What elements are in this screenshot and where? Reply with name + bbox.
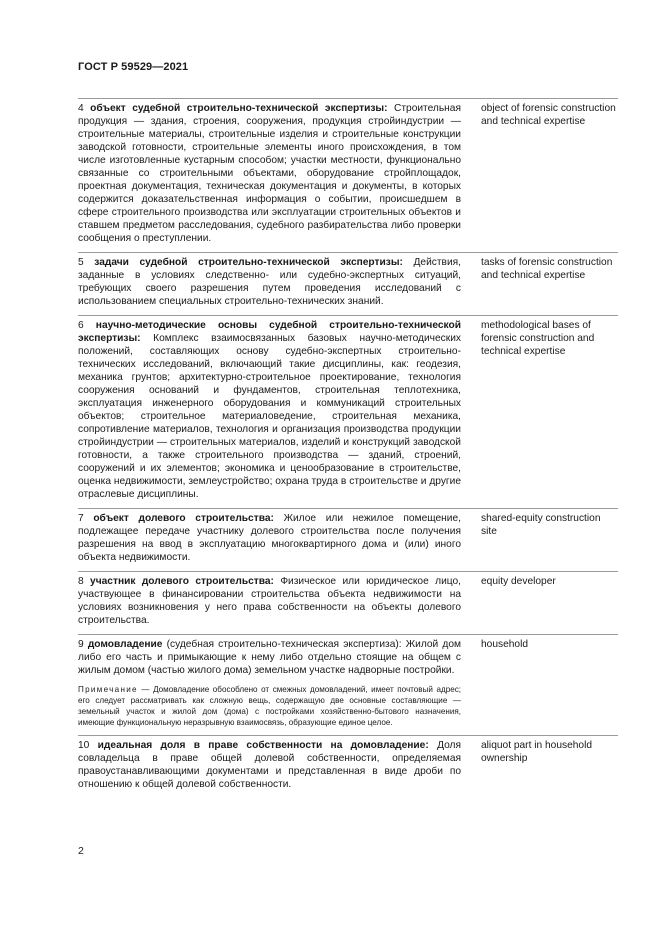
- english-equivalent: household: [481, 639, 529, 650]
- english-equivalent: aliquot part in household ownership: [481, 740, 593, 764]
- term-title: объект долевого строительства:: [93, 513, 274, 524]
- term-body: [78, 739, 461, 791]
- term-body: [78, 638, 461, 728]
- term-body: [78, 319, 461, 501]
- term-definition: Доля совладельца в праве общей долевой собственности, определяемая правоустанавливающими документами и представленная в виде дроби по отношению к общей долевой собственности.: [78, 740, 461, 790]
- term-number: 7: [78, 513, 84, 524]
- term-title: участник долевого строительства:: [90, 576, 274, 587]
- term-number: 4: [78, 103, 84, 114]
- note-text: — Домовладение обособлено от смежных домовладений, имеет почтовый адрес; его следует рассматривать как сложную вещь, содержащую две основные составляющие — земельный участок и жилой дом (дома) с постройками хозяйственно-бытового назначения, имеющие функциональную неразрывную взаимосвязь, образующие единое целое.: [78, 685, 462, 727]
- term-title: научно-методические основы судебной строительно-технической экспертизы:: [78, 320, 461, 344]
- term-entry-9: [78, 634, 618, 728]
- term-title: домовладение: [87, 639, 163, 650]
- term-definition: (судебная строительно-техническая экспертиза): Жилой дом либо его часть и примыкающие к нему либо отдельно стоящие на общем с жилым домом (частью жилого дома) земельном участке надворные постройки.: [78, 639, 461, 676]
- term-entry-5: [78, 252, 618, 308]
- term-note: [78, 684, 461, 728]
- term-definition: Комплекс взаимосвязанных базовых научно-методических положений, составляющих основу судебно-экспертных строительно-технических исследований, включающий такие дисциплины, как: геодезия, механика грунтов; архитектурно-строительное проектирование, технология сооружения оснований и фундаментов, строительная теплотехника, эксплуатация инженерного оборудования и коммуникаций строительных объектов; строительное материаловедение, строительная механика, сопротивление материалов, технология и организация производства продукции стройиндустрии — строительных материалов, изделий и конструкций заводской готовности, а также строительного производства — зданий, строений, сооружений и их элементов; экономика и ценообразование в строительстве, оценка недвижимости, землеустройство; охрана труда в строительстве и другие отраслевые дисциплины.: [78, 333, 461, 500]
- english-equivalent: equity developer: [481, 576, 556, 587]
- term-title: задачи судебной строительно-технической экспертизы:: [94, 257, 403, 268]
- term-definition: Жилое или нежилое помещение, подлежащее передаче участнику долевого строительства после получения разрешения на ввод в эксплуатацию многоквартирного дома и (или) иного объекта недвижимости.: [78, 513, 461, 563]
- term-number: 6: [78, 320, 84, 331]
- term-definition: Строительная продукция — здания, строения, сооружения, продукция стройиндустрии — строительные материалы, строительные изделия и строительные конструкции заводской готовности, строительные элементы иного происхождения, в том числе изготовленные кустарным способом; участки местности, функционально связанные со строительными объектами, оборудование стройплощадок, проектная документация, техническая документация и документы, в которых содержится доказательственная информация о событии, происшедшем в сфере строительного производства или эксплуатации строительных объектов и ставшем предметом расследования, судебного разбирательства либо проверки сообщения о преступлении.: [78, 103, 461, 244]
- english-equivalent: shared-equity construction site: [481, 513, 601, 537]
- term-number: 5: [78, 257, 84, 268]
- term-entry-10: [78, 735, 618, 791]
- term-number: 10: [78, 740, 90, 751]
- term-title: объект судебной строительно-технической экспертизы:: [90, 103, 388, 114]
- term-entry-4: [78, 98, 618, 245]
- term-body: [78, 256, 461, 308]
- term-title: идеальная доля в праве собственности на домовладение:: [97, 740, 429, 751]
- term-entry-7: [78, 508, 618, 564]
- term-entry-8: [78, 571, 618, 627]
- term-entry-6: [78, 315, 618, 501]
- document-header: ГОСТ Р 59529—2021: [78, 61, 189, 73]
- term-definition: Действия, заданные в условиях следственно- или судебно-экспертных ситуаций, требующих своего разрешения путем проведения исследований с использованием специальных строительно-технических знаний.: [78, 257, 461, 307]
- english-equivalent: tasks of forensic construction and technical expertise: [481, 257, 613, 281]
- english-equivalent: object of forensic construction and technical expertise: [481, 103, 616, 127]
- term-body: [78, 575, 461, 627]
- term-definition: Физическое или юридическое лицо, участвующее в финансировании строительства объекта недвижимости на условиях возникновения у него права собственности на объекты долевого строительства.: [78, 576, 461, 626]
- term-number: 8: [78, 576, 84, 587]
- term-body: [78, 102, 461, 245]
- term-number: 9: [78, 639, 84, 650]
- term-body: [78, 512, 461, 564]
- page-number: 2: [78, 845, 84, 857]
- terms-list: [78, 98, 618, 791]
- note-label: Примечание: [78, 685, 138, 694]
- english-equivalent: methodological bases of forensic construction and technical expertise: [481, 320, 595, 357]
